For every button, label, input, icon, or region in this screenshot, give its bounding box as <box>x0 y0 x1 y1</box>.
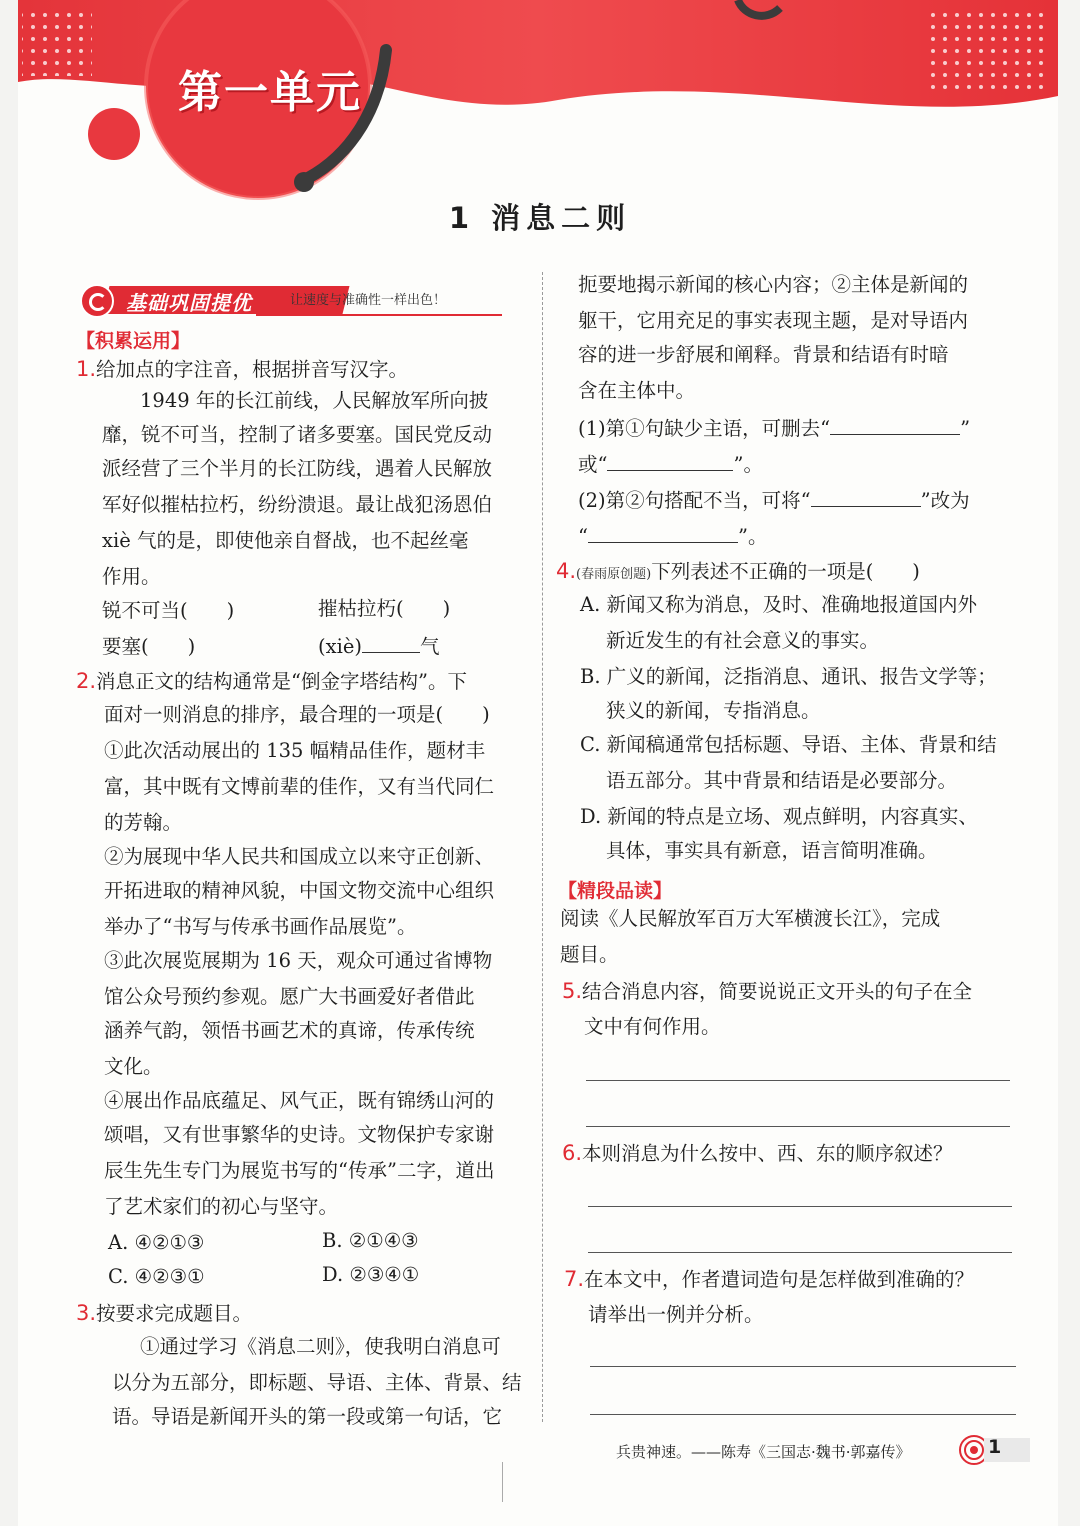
unit-banner <box>18 0 1058 200</box>
q7-answer-line[interactable] <box>590 1366 1016 1367</box>
target-icon <box>80 284 114 318</box>
q1-stem-text: 给加点的字注音，根据拼音写汉字。 <box>96 358 409 381</box>
column-divider <box>542 272 543 1422</box>
q1-passage-line: 作用。 <box>102 565 161 588</box>
q7-answer-line[interactable] <box>590 1414 1016 1415</box>
q5-answer-line[interactable] <box>586 1080 1010 1081</box>
q3-sub1-blank-2[interactable] <box>607 450 733 471</box>
q3-passage-line: 扼要地揭示新闻的核心内容；②主体是新闻的 <box>578 273 969 296</box>
q3-intro <box>76 1300 252 1327</box>
q1-passage-line: xiè 气的是，即使他亲自督战，也不起丝毫 <box>102 529 469 552</box>
q5-answer-line[interactable] <box>586 1126 1010 1127</box>
q1-item-2: 摧枯拉朽( ) <box>318 597 451 620</box>
q4-stem <box>556 558 920 588</box>
q5-stem <box>562 978 972 1005</box>
q1-passage-line: 靡，锐不可当，控制了诸多要塞。国民党反动 <box>102 423 493 446</box>
q7-number: 7. <box>564 1267 585 1291</box>
q4-option-d-cont: 具体，事实具有新意，语言简明准确。 <box>606 839 938 862</box>
q4-option-c-cont: 语五部分。其中背景和结语是必要部分。 <box>606 769 958 792</box>
q2-option-b[interactable]: B. ②①④③ <box>322 1229 419 1252</box>
unit-title: 第一单元 <box>178 67 362 118</box>
q3-passage-line: 容的进一步舒展和阐释。背景和结语有时暗 <box>578 343 949 366</box>
q2-option-a[interactable]: A. ④②①③ <box>108 1231 205 1254</box>
lesson-title: 1 消息二则 <box>448 201 632 235</box>
q1-item-4 <box>318 632 440 660</box>
section-badge <box>76 284 502 318</box>
reading-intro-line: 题目。 <box>560 943 619 966</box>
q6-answer-line[interactable] <box>588 1252 1012 1253</box>
q2-stem-line: 面对一则消息的排序，最合理的一项是( ) <box>104 703 490 726</box>
q3-passage-line: 含在主体中。 <box>578 379 696 402</box>
q2-sentence-line: 举办了“书写与传承书画作品展览”。 <box>104 915 417 938</box>
q7-stem-line: 请举出一例并分析。 <box>588 1303 764 1326</box>
q1-passage-line: 1949 年的长江前线，人民解放军所向披 <box>140 389 489 412</box>
q1-item-3: 要塞( ) <box>102 635 196 658</box>
tag-reading: 【精段品读】 <box>558 880 673 902</box>
q2-sentence-line: 开拓进取的精神风貌，中国文物交流中心组织 <box>104 879 495 902</box>
q1-answer-blank[interactable] <box>362 632 420 653</box>
q3-number: 3. <box>76 1301 97 1325</box>
q2-sentence-line: 了艺术家们的初心与坚守。 <box>104 1195 339 1218</box>
q2-option-d[interactable]: D. ②③④① <box>322 1263 420 1286</box>
q3-sub1-or: 或“ <box>578 453 608 476</box>
q2-stem-text: 消息正文的结构通常是“倒金字塔结构”。下 <box>96 670 467 693</box>
q1-pinyin: (xiè) <box>318 635 362 658</box>
q6-stem-text: 本则消息为什么按中、西、东的顺序叙述？ <box>582 1142 953 1165</box>
q3-passage-line: 躯干，它用充足的事实表现主题，是对导语内 <box>578 309 969 332</box>
section-underline <box>256 314 502 316</box>
q4-option-c[interactable]: C. 新闻稿通常包括标题、导语、主体、背景和结 <box>580 733 997 756</box>
q3-sub1-blank-1[interactable] <box>830 414 960 435</box>
q4-number: 4. <box>556 559 577 583</box>
q3-passage-line: ①通过学习《消息二则》，使我明白消息可 <box>140 1335 501 1358</box>
q1-stem <box>76 356 408 383</box>
q3-sub2-close: ”。 <box>737 525 768 548</box>
q1-passage-line: 派经营了三个半月的长江防线，遇着人民解放 <box>102 457 493 480</box>
q2-sentence-line: 文化。 <box>104 1055 163 1078</box>
dot-pattern-right <box>928 6 1048 90</box>
q3-sub2-blank-2[interactable] <box>588 522 738 543</box>
q3-sub1-close: ”。 <box>733 453 763 476</box>
q2-sentence-line: ③此次展览展期为 16 天，观众可通过省博物 <box>104 949 493 972</box>
q2-sentence-line: 馆公众号预约参观。愿广大书画爱好者借此 <box>104 985 475 1008</box>
q2-number: 2. <box>76 669 97 693</box>
q2-sentence-line: 的芳翰。 <box>104 811 183 834</box>
q6-number: 6. <box>562 1141 583 1165</box>
q3-sub1-cont <box>578 450 763 478</box>
q2-option-c[interactable]: C. ④②③① <box>108 1265 205 1288</box>
q4-option-a-cont: 新近发生的有社会意义的事实。 <box>606 629 880 652</box>
q6-stem <box>562 1140 953 1167</box>
q4-option-a[interactable]: A. 新闻又称为消息，及时、准确地报道国内外 <box>580 593 977 616</box>
q4-stem-text: 下列表述不正确的一项是( ) <box>651 560 920 583</box>
q3-sub1-text: (1)第①句缺少主语，可删去“ <box>578 417 831 440</box>
q5-number: 5. <box>562 979 583 1003</box>
q3-sub2-text: (2)第②句搭配不当，可将“ <box>578 489 811 512</box>
q1-item-1: 锐不可当( ) <box>102 599 235 622</box>
q4-source: (春雨原创题) <box>576 567 652 582</box>
q2-sentence-line: 富，其中既有文博前辈的佳作，又有当代同仁 <box>104 775 495 798</box>
q2-sentence-line: ①此次活动展出的 135 幅精品佳作，题材丰 <box>104 739 486 762</box>
q3-sub2-cont <box>578 522 767 550</box>
q4-option-b-cont: 狭义的新闻，专指消息。 <box>606 699 821 722</box>
q2-stem <box>76 668 467 695</box>
q3-sub2-change: ”改为 <box>920 489 970 512</box>
section-slogan: 让速度与准确性一样出色！ <box>290 293 447 308</box>
q4-option-b[interactable]: B. 广义的新闻，泛指消息、通讯、报告文学等； <box>580 665 997 688</box>
q3-sub1-closequote: ” <box>960 417 971 440</box>
q1-item-4-char: 气 <box>420 635 440 658</box>
tag-accumulate: 【积累运用】 <box>76 330 191 352</box>
reading-intro-line: 阅读《人民解放军百万大军横渡长江》，完成 <box>560 907 941 930</box>
q2-sentence-line: 颂唱，又有世事繁华的史诗。文物保护专家谢 <box>104 1123 495 1146</box>
q4-option-d[interactable]: D. 新闻的特点是立场、观点鲜明，内容真实、 <box>580 805 978 828</box>
q3-sub2 <box>578 486 970 514</box>
q2-sentence-line: ④展出作品底蕴足、风气正，既有锦绣山河的 <box>104 1089 495 1112</box>
q7-stem <box>564 1266 974 1293</box>
q2-sentence-line: 辰生先生专门为展览书写的“传承”二字，道出 <box>104 1159 495 1182</box>
q2-sentence-line: ②为展现中华人民共和国成立以来守正创新、 <box>104 845 495 868</box>
q3-sub2-blank-1[interactable] <box>811 486 921 507</box>
q5-stem-text: 结合消息内容，简要说说正文开头的句子在全 <box>582 980 973 1003</box>
q3-passage-line: 语。导语是新闻开头的第一段或第一句话，它 <box>112 1405 503 1428</box>
section-label: 基础巩固提优 <box>126 291 252 315</box>
q3-intro-text: 按要求完成题目。 <box>96 1302 253 1325</box>
q7-stem-text: 在本文中，作者遣词造句是怎样做到准确的？ <box>584 1268 975 1291</box>
q3-passage-line: 以分为五部分，即标题、导语、主体、背景、结 <box>112 1371 522 1394</box>
dot-pattern-left <box>22 6 92 76</box>
q1-number: 1. <box>76 357 97 381</box>
q6-answer-line[interactable] <box>588 1206 1012 1207</box>
q1-passage-line: 军好似摧枯拉朽，纷纷溃退。最让战犯汤恩伯 <box>102 493 493 516</box>
q3-sub2-openquote: “ <box>578 525 588 548</box>
footer-quote: 兵贵神速。——陈寿《三国志·魏书·郭嘉传》 <box>616 1443 911 1461</box>
q2-sentence-line: 涵养气韵，领悟书画艺术的真谛，传承传统 <box>104 1019 475 1042</box>
q5-stem-line: 文中有何作用。 <box>584 1015 721 1038</box>
banner-graphic <box>18 0 1058 200</box>
q3-sub1 <box>578 414 970 442</box>
gutter-mark <box>502 1462 503 1502</box>
small-circle <box>88 108 140 160</box>
page-number: 1 <box>988 1436 1002 1458</box>
